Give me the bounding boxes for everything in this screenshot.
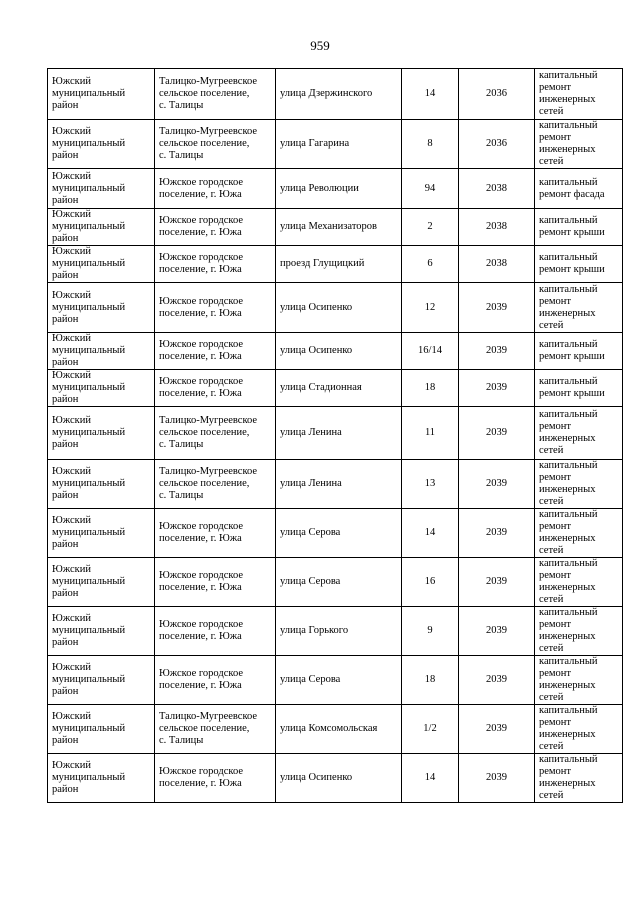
work-type-cell — [535, 407, 623, 460]
work-type-cell — [535, 370, 623, 407]
house-number-cell — [402, 558, 459, 607]
street-cell — [276, 246, 402, 283]
street-cell — [276, 705, 402, 754]
year-cell — [459, 407, 535, 460]
year-cell — [459, 246, 535, 283]
settlement-cell — [155, 460, 276, 509]
settlement-cell-text: Талицко-Мугреевское сельское поселение, с. Талицы — [159, 76, 258, 111]
house-number-cell — [402, 120, 459, 169]
year-cell — [459, 69, 535, 120]
house-number-cell-text: 16/14 — [418, 345, 442, 356]
district-cell-text: Южский муниципальный район — [52, 246, 126, 281]
street-cell-text: проезд Глущицкий — [280, 258, 365, 269]
settlement-cell — [155, 558, 276, 607]
district-cell — [48, 407, 155, 460]
street-cell-text: улица Гагарина — [280, 138, 350, 149]
table-row — [48, 607, 623, 656]
year-cell — [459, 754, 535, 803]
house-number-cell — [402, 333, 459, 370]
settlement-cell-text: Южское городское поселение, г. Южа — [159, 570, 243, 593]
district-cell — [48, 69, 155, 120]
work-type-cell-text: капитальный ремонт инженерных сетей — [539, 460, 598, 507]
district-cell — [48, 333, 155, 370]
settlement-cell-text: Талицко-Мугреевское сельское поселение, с. Талицы — [159, 126, 258, 161]
year-cell-text: 2039 — [486, 772, 507, 783]
work-type-cell — [535, 69, 623, 120]
work-type-cell-text: капитальный ремонт инженерных сетей — [539, 607, 598, 654]
settlement-cell — [155, 754, 276, 803]
year-cell-text: 2039 — [486, 382, 507, 393]
street-cell-text: улица Серова — [280, 674, 341, 685]
work-type-cell — [535, 169, 623, 209]
house-number-cell — [402, 407, 459, 460]
year-cell — [459, 705, 535, 754]
street-cell-text: улица Ленина — [280, 427, 342, 438]
work-type-cell — [535, 509, 623, 558]
district-cell-text: Южский муниципальный район — [52, 415, 126, 450]
house-number-cell-text: 14 — [424, 88, 436, 99]
district-cell-text: Южский муниципальный район — [52, 209, 126, 244]
district-cell — [48, 169, 155, 209]
settlement-cell — [155, 370, 276, 407]
work-type-cell — [535, 246, 623, 283]
settlement-cell-text: Южское городское поселение, г. Южа — [159, 521, 243, 544]
work-type-cell-text: капитальный ремонт инженерных сетей — [539, 283, 598, 331]
work-type-cell — [535, 558, 623, 607]
settlement-cell-text: Южское городское поселение, г. Южа — [159, 252, 243, 275]
work-type-cell — [535, 460, 623, 509]
house-number-cell-text: 18 — [424, 382, 436, 393]
year-cell-text: 2039 — [486, 527, 507, 538]
work-type-cell — [535, 120, 623, 169]
street-cell-text: улица Осипенко — [280, 345, 353, 356]
work-type-cell-text: капитальный ремонт инженерных сетей — [539, 509, 598, 556]
house-number-cell-text: 14 — [424, 527, 436, 538]
house-number-cell — [402, 246, 459, 283]
table-body — [48, 69, 623, 803]
work-type-cell-text: капитальный ремонт инженерных сетей — [539, 70, 598, 117]
table-row — [48, 209, 623, 246]
year-cell — [459, 656, 535, 705]
house-number-cell-text: 16 — [424, 576, 436, 587]
district-cell — [48, 246, 155, 283]
street-cell-text: улица Осипенко — [280, 772, 353, 783]
district-cell-text: Южский муниципальный район — [52, 466, 126, 501]
house-number-cell — [402, 607, 459, 656]
district-cell-text: Южский муниципальный район — [52, 126, 126, 161]
year-cell — [459, 283, 535, 333]
year-cell — [459, 333, 535, 370]
settlement-cell — [155, 169, 276, 209]
year-cell-text: 2038 — [486, 258, 507, 269]
year-cell — [459, 120, 535, 169]
table-row — [48, 246, 623, 283]
district-cell — [48, 705, 155, 754]
year-cell-text: 2039 — [486, 301, 507, 313]
work-type-cell-text: капитальный ремонт инженерных сетей — [539, 120, 598, 167]
settlement-cell — [155, 120, 276, 169]
street-cell-text: улица Механизаторов — [280, 221, 377, 232]
year-cell — [459, 509, 535, 558]
work-type-cell-text: капитальный ремонт инженерных сетей — [539, 558, 598, 605]
district-cell — [48, 283, 155, 333]
district-cell-text: Южский муниципальный район — [52, 564, 126, 599]
table-row — [48, 558, 623, 607]
work-type-cell-text: капитальный ремонт инженерных сетей — [539, 754, 598, 801]
work-type-cell — [535, 333, 623, 370]
work-type-cell-text: капитальный ремонт крыши — [539, 376, 605, 399]
district-cell — [48, 120, 155, 169]
table-row — [48, 370, 623, 407]
district-cell-text: Южский муниципальный район — [52, 289, 126, 325]
work-type-cell-text: капитальный ремонт фасада — [539, 176, 605, 200]
year-cell-text: 2036 — [486, 88, 507, 99]
street-cell — [276, 333, 402, 370]
settlement-cell — [155, 69, 276, 120]
year-cell-text: 2038 — [486, 221, 507, 232]
street-cell-text: улица Стадионная — [280, 382, 362, 393]
district-cell-text: Южский муниципальный район — [52, 370, 126, 405]
district-cell — [48, 607, 155, 656]
house-number-cell-text: 2 — [427, 221, 433, 232]
street-cell — [276, 754, 402, 803]
house-number-cell-text: 11 — [424, 427, 436, 438]
district-cell — [48, 656, 155, 705]
settlement-cell — [155, 607, 276, 656]
house-number-cell-text: 14 — [424, 772, 436, 783]
house-number-cell — [402, 705, 459, 754]
year-cell-text: 2039 — [486, 723, 507, 734]
district-cell-text: Южский муниципальный район — [52, 170, 126, 206]
work-type-cell-text: капитальный ремонт инженерных сетей — [539, 656, 598, 703]
settlement-cell-text: Южское городское поселение, г. Южа — [159, 215, 243, 238]
house-number-cell-text: 8 — [427, 138, 433, 149]
year-cell — [459, 460, 535, 509]
house-number-cell-text: 6 — [427, 258, 433, 269]
district-cell-text: Южский муниципальный район — [52, 662, 126, 697]
table-row — [48, 705, 623, 754]
table-row — [48, 407, 623, 460]
work-type-cell — [535, 656, 623, 705]
year-cell-text: 2039 — [486, 625, 507, 636]
settlement-cell-text: Южское городское поселение, г. Южа — [159, 619, 243, 642]
district-cell-text: Южский муниципальный район — [52, 515, 126, 550]
house-number-cell — [402, 656, 459, 705]
house-number-cell — [402, 460, 459, 509]
year-cell — [459, 209, 535, 246]
settlement-cell-text: Талицко-Мугреевское сельское поселение, с. Талицы — [159, 711, 258, 746]
house-number-cell — [402, 509, 459, 558]
year-cell — [459, 370, 535, 407]
table-row — [48, 169, 623, 209]
street-cell-text: улица Ленина — [280, 478, 342, 489]
settlement-cell-text: Талицко-Мугреевское сельское поселение, с. Талицы — [159, 466, 258, 501]
year-cell-text: 2036 — [486, 138, 507, 149]
work-type-cell — [535, 705, 623, 754]
settlement-cell-text: Южское городское поселение, г. Южа — [159, 668, 243, 691]
work-type-cell-text: капитальный ремонт инженерных сетей — [539, 705, 598, 752]
district-cell — [48, 209, 155, 246]
street-cell — [276, 209, 402, 246]
street-cell — [276, 370, 402, 407]
table-row — [48, 120, 623, 169]
street-cell — [276, 169, 402, 209]
street-cell-text: улица Осипенко — [280, 301, 353, 313]
settlement-cell-text: Южское городское поселение, г. Южа — [159, 339, 243, 362]
table-row — [48, 754, 623, 803]
district-cell-text: Южский муниципальный район — [52, 76, 126, 111]
repair-schedule-table — [47, 68, 623, 803]
settlement-cell-text: Южское городское поселение, г. Южа — [159, 376, 243, 399]
settlement-cell-text: Южское городское поселение, г. Южа — [159, 295, 243, 319]
table-row — [48, 283, 623, 333]
settlement-cell-text: Талицко-Мугреевское сельское поселение, с. Талицы — [159, 415, 258, 450]
street-cell — [276, 656, 402, 705]
house-number-cell-text: 12 — [424, 301, 436, 313]
street-cell — [276, 69, 402, 120]
table-row — [48, 656, 623, 705]
street-cell — [276, 407, 402, 460]
settlement-cell — [155, 209, 276, 246]
year-cell-text: 2039 — [486, 345, 507, 356]
table-row — [48, 69, 623, 120]
street-cell — [276, 460, 402, 509]
year-cell-text: 2039 — [486, 674, 507, 685]
page-number: 959 — [310, 38, 330, 53]
house-number-cell — [402, 283, 459, 333]
house-number-cell-text: 18 — [424, 674, 436, 685]
work-type-cell-text: капитальный ремонт крыши — [539, 339, 605, 362]
street-cell-text: улица Революции — [280, 182, 359, 194]
year-cell — [459, 169, 535, 209]
settlement-cell — [155, 705, 276, 754]
house-number-cell — [402, 754, 459, 803]
year-cell — [459, 558, 535, 607]
street-cell — [276, 509, 402, 558]
year-cell-text: 2038 — [486, 182, 507, 194]
street-cell — [276, 120, 402, 169]
year-cell-text: 2039 — [486, 576, 507, 587]
table-row — [48, 509, 623, 558]
district-cell — [48, 460, 155, 509]
table-row — [48, 333, 623, 370]
work-type-cell-text: капитальный ремонт крыши — [539, 252, 605, 275]
work-type-cell — [535, 209, 623, 246]
work-type-cell — [535, 283, 623, 333]
district-cell-text: Южский муниципальный район — [52, 333, 126, 368]
house-number-cell — [402, 169, 459, 209]
street-cell — [276, 558, 402, 607]
year-cell-text: 2039 — [486, 427, 507, 438]
house-number-cell-text: 1/2 — [423, 723, 437, 734]
settlement-cell — [155, 656, 276, 705]
house-number-cell — [402, 69, 459, 120]
settlement-cell — [155, 509, 276, 558]
work-type-cell-text: капитальный ремонт крыши — [539, 215, 605, 238]
district-cell-text: Южский муниципальный район — [52, 760, 126, 795]
settlement-cell-text: Южское городское поселение, г. Южа — [159, 176, 243, 200]
street-cell-text: улица Серова — [280, 527, 341, 538]
district-cell — [48, 370, 155, 407]
year-cell — [459, 607, 535, 656]
district-cell — [48, 558, 155, 607]
settlement-cell — [155, 407, 276, 460]
street-cell-text: улица Дзержинского — [280, 88, 373, 99]
settlement-cell — [155, 283, 276, 333]
district-cell — [48, 509, 155, 558]
year-cell-text: 2039 — [486, 478, 507, 489]
street-cell — [276, 607, 402, 656]
street-cell-text: улица Горького — [280, 625, 349, 636]
table-row — [48, 460, 623, 509]
house-number-cell-text: 9 — [427, 625, 433, 636]
work-type-cell-text: капитальный ремонт инженерных сетей — [539, 409, 598, 456]
street-cell-text: улица Серова — [280, 576, 341, 587]
settlement-cell — [155, 246, 276, 283]
settlement-cell — [155, 333, 276, 370]
work-type-cell — [535, 607, 623, 656]
street-cell — [276, 283, 402, 333]
district-cell-text: Южский муниципальный район — [52, 711, 126, 746]
district-cell — [48, 754, 155, 803]
settlement-cell-text: Южское городское поселение, г. Южа — [159, 766, 243, 789]
work-type-cell — [535, 754, 623, 803]
house-number-cell-text: 94 — [424, 182, 436, 194]
house-number-cell — [402, 209, 459, 246]
house-number-cell-text: 13 — [424, 478, 436, 489]
house-number-cell — [402, 370, 459, 407]
district-cell-text: Южский муниципальный район — [52, 613, 126, 648]
street-cell-text: улица Комсомольская — [280, 723, 378, 734]
